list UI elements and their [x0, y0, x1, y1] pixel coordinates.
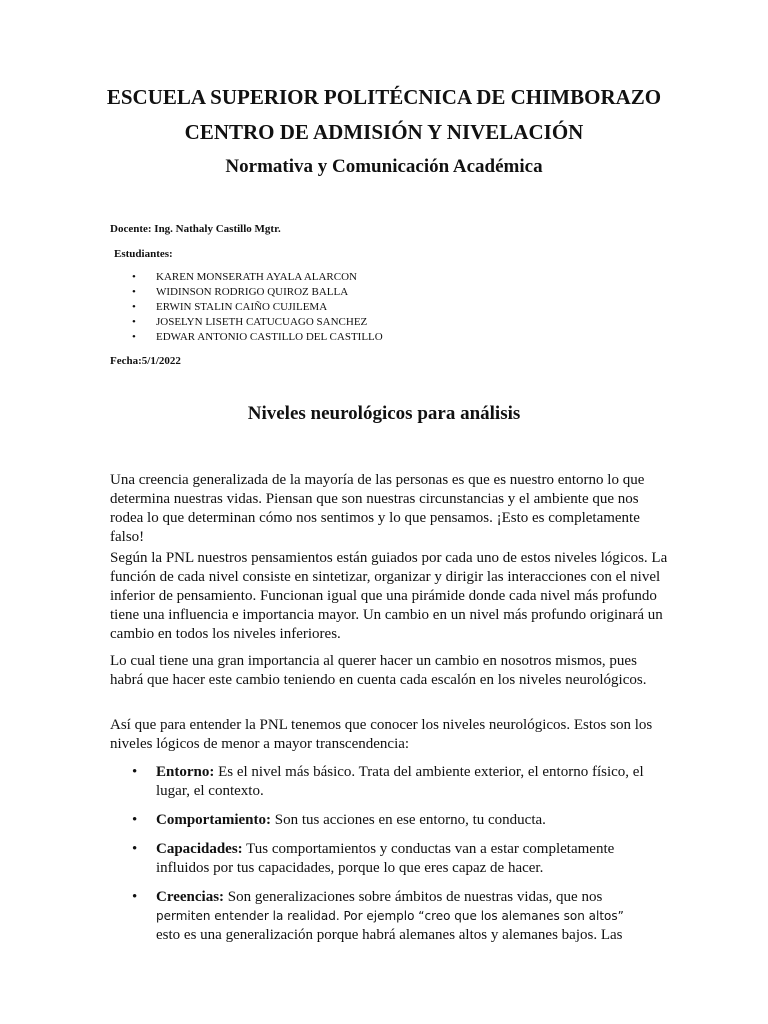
article-title: Niveles neurológicos para análisis [247, 403, 521, 424]
student-item: • WIDINSON RODRIGO QUIROZ BALLA [114, 285, 383, 300]
student-item: • EDWAR ANTONIO CASTILLO DEL CASTILLO [114, 330, 383, 345]
date-line: Fecha:5/1/2022 [110, 355, 181, 367]
paragraph-2: Según la PNL nuestros pensamientos están guiados por cada uno de estos niveles lógicos. La función de cada nivel consiste en sintetizar, organizar y dirigir las interacciones con el nivel inferior de pensamiento. Funcionan igual que una pirámide donde cada nivel más profundo tiene una influencia e importancia mayor. Un cambio en un nivel más profundo originará un cambio en todos los niveles inferiores. [110, 550, 668, 642]
paragraph-4: Así que para entender la PNL tenemos que conocer los niveles neurológicos. Estos son los niveles lógicos de menor a mayor transcendencia: [110, 717, 653, 752]
student-item: • JOSELYN LISETH CATUCUAGO SANCHEZ [114, 315, 383, 330]
institution-title: ESCUELA SUPERIOR POLITÉCNICA DE CHIMBORAZO [106, 85, 662, 109]
paragraph-1: Una creencia generalizada de la mayoría de las personas es que es nuestro entorno lo que determina nuestras vidas. Piensan que son nuestras circunstancias y el ambiente que nos rodea lo que determinan cómo nos sentimos y lo que pensamos. ¡Esto es completamente falso! [110, 472, 645, 545]
student-item: • ERWIN STALIN CAIÑO CUJILEMA [114, 300, 383, 315]
course-title: Normativa y Comunicación Académica [225, 156, 543, 177]
level-item-capacidades: • Capacidades: Tus comportamientos y conductas van a estar completamente influidos por tus capacidades, porque lo que eres capaz de hacer. [110, 840, 670, 878]
docente-line: Docente: Ing. Nathaly Castillo Mgtr. [110, 223, 281, 235]
student-item: • KAREN MONSERATH AYALA ALARCON [114, 270, 383, 285]
students-list [114, 270, 383, 345]
level-item-entorno: • Entorno: Es el nivel más básico. Trata del ambiente exterior, el entorno físico, el lugar, el contexto. [110, 763, 670, 801]
center-title: CENTRO DE ADMISIÓN Y NIVELACIÓN [184, 120, 584, 144]
level-item-creencias: • Creencias: Son generalizaciones sobre ámbitos de nuestras vidas, que nos permiten entender la realidad. Por ejemplo “creo que los alemanes son altos” esto es una generalización porque habrá alemanes altos y alemanes bajos. Las [110, 888, 670, 945]
level-item-comportamiento: • Comportamiento: Son tus acciones en ese entorno, tu conducta. [110, 811, 670, 830]
paragraph-3: Lo cual tiene una gran importancia al querer hacer un cambio en nosotros mismos, pues habrá que hacer este cambio teniendo en cuenta cada escalón en los niveles neurológicos. [110, 653, 647, 688]
levels-list [110, 763, 670, 955]
students-label: Estudiantes: [114, 248, 173, 260]
